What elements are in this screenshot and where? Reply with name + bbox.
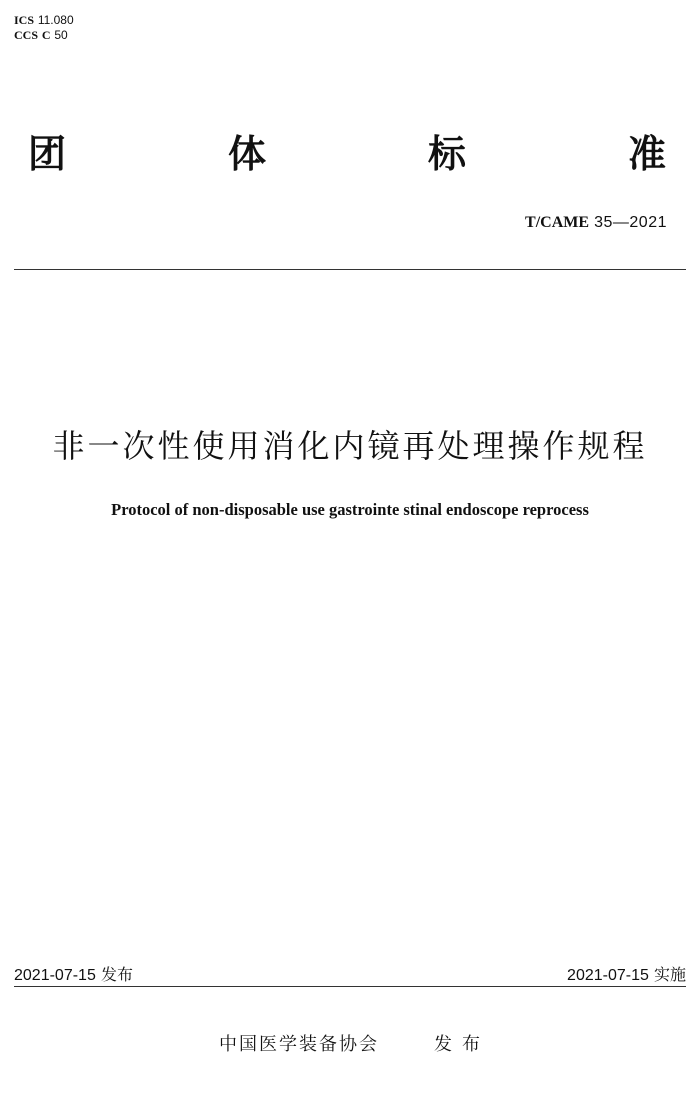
ccs-code <box>14 28 74 43</box>
document-type-heading <box>0 132 700 180</box>
implement-date-label: 实施 <box>653 965 686 984</box>
document-title-zh: 非一次性使用消化内镜再处理操作规程 <box>52 427 648 465</box>
document-title-en: Protocol of non-disposable use gastrointe stinal endoscope reprocess <box>111 500 589 519</box>
ccs-letter: C <box>41 28 51 42</box>
ics-value: 11.080 <box>37 13 74 27</box>
doc-type-char: 体 <box>228 132 267 176</box>
ics-label: ICS <box>14 13 35 27</box>
standard-version: 35—2021 <box>594 214 667 231</box>
publish-date-label: 发布 <box>100 965 133 984</box>
classification-codes <box>14 13 74 43</box>
publisher-name: 中国医学装备协会 <box>219 1034 379 1055</box>
doc-type-char: 准 <box>628 132 667 176</box>
publish-date <box>14 962 133 985</box>
implement-date-value: 2021-07-15 <box>567 967 649 984</box>
bottom-divider <box>14 986 686 987</box>
doc-type-char: 团 <box>28 132 67 176</box>
publish-date-value: 2021-07-15 <box>14 967 96 984</box>
publisher-action: 发布 <box>434 1034 490 1055</box>
standard-org: T/CAME <box>525 214 590 231</box>
standard-number <box>525 212 667 232</box>
doc-type-char: 标 <box>428 132 467 176</box>
ccs-label: CCS <box>14 28 39 42</box>
top-divider <box>14 269 686 270</box>
ics-code <box>14 13 74 28</box>
implement-date <box>567 962 686 985</box>
ccs-value: 50 <box>54 28 68 42</box>
